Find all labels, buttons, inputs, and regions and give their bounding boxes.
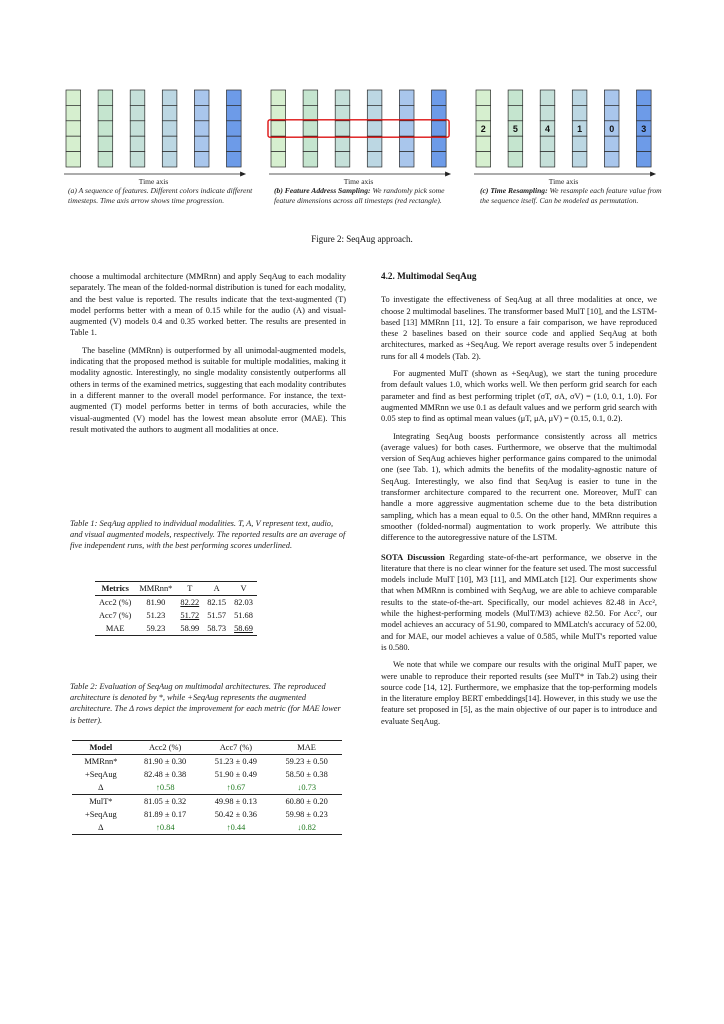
feature-cell xyxy=(271,90,286,105)
feature-cell xyxy=(508,105,523,120)
table-cell: MAE xyxy=(105,624,125,633)
feature-cell xyxy=(399,90,414,105)
feature-cell xyxy=(194,136,209,151)
section-heading: 4.2. Multimodal SeqAug xyxy=(381,271,477,281)
feature-cell xyxy=(227,90,242,105)
table-1-header: V xyxy=(240,584,247,593)
feature-cell xyxy=(367,152,382,167)
feature-cell xyxy=(399,105,414,120)
sota-text: Regarding state-of-the-art performance, we observe in the literature that there is no clear winner for the feature set used. The most successful models include MulT [10], M3 [11], and MMLatch [12]. Our experiments show that when MMRnn is combined with SeqAug, we are able to achieve comparable results to the state-of-the-art. Specifically, our model achieves 82.48 in Acc², while the highest-performing models (MulT/M3) achieve 82.50. For Acc⁷, our model achieves an accuracy of 51.90, compared to MMLatch's accuracy of 52.00, and for MAE, our model achieves a value of 0.585, while MulT's reported value is 0.580. xyxy=(381,552,658,652)
feature-cell xyxy=(98,121,113,136)
table-row xyxy=(95,596,257,610)
table-cell: Acc2 (%) xyxy=(99,598,132,607)
feature-cell xyxy=(162,152,177,167)
feature-cell xyxy=(194,105,209,120)
feature-cell xyxy=(66,105,81,120)
feature-cell xyxy=(637,105,652,120)
time-axis-label: Time axis xyxy=(138,177,169,184)
table-2-header: MAE xyxy=(297,743,316,752)
table-cell: 51.90 ± 0.49 xyxy=(214,770,257,779)
feature-cell xyxy=(604,105,619,120)
table-2-caption: Table 2: Evaluation of SeqAug on multimodal architectures. The reproduced architecture is denoted by *, while +SeqAug represents the augmented architecture. The Δ rows depict the improvement for each metric (for MAE lower is better). xyxy=(70,682,341,725)
table-2-header: Acc2 (%) xyxy=(148,743,182,752)
feature-cell xyxy=(476,90,491,105)
figure-caption: Figure 2: SeqAug approach. xyxy=(311,234,413,244)
resampled-index: 0 xyxy=(609,124,615,134)
feature-cell xyxy=(194,90,209,105)
table-cell: 59.98 ± 0.23 xyxy=(285,810,328,819)
table-2 xyxy=(72,740,342,835)
table-cell: 51.23 ± 0.49 xyxy=(214,757,257,766)
table-cell: 59.23 xyxy=(146,624,166,633)
table-cell: ↓0.73 xyxy=(297,783,317,792)
left-column xyxy=(70,271,346,435)
table-cell: 58.99 xyxy=(180,624,200,633)
feature-cell xyxy=(399,121,414,136)
feature-cell xyxy=(335,136,350,151)
arrow-head-icon xyxy=(240,172,246,177)
resampled-index: 5 xyxy=(512,124,518,134)
table-cell: 82.03 xyxy=(234,598,253,607)
table-1 xyxy=(95,581,257,636)
feature-cell xyxy=(335,152,350,167)
feature-cell xyxy=(66,90,81,105)
feature-cell xyxy=(572,90,587,105)
feature-cell xyxy=(227,152,242,167)
feature-cell xyxy=(335,90,350,105)
table-cell: MMRnn* xyxy=(84,757,118,766)
figure-2-diagram xyxy=(60,84,670,184)
feature-cell xyxy=(540,90,555,105)
table-cell: 82.22 xyxy=(180,598,200,607)
table-cell: 82.48 ± 0.38 xyxy=(143,770,187,779)
sota-label: SOTA Discussion xyxy=(381,552,445,562)
feature-cell xyxy=(367,90,382,105)
feature-cell xyxy=(271,105,286,120)
table-cell: Δ xyxy=(98,783,104,792)
feature-cell xyxy=(130,152,145,167)
arrow-head-icon xyxy=(445,172,451,177)
feature-cell xyxy=(162,136,177,151)
feature-cell xyxy=(98,90,113,105)
feature-cell xyxy=(66,136,81,151)
feature-cell xyxy=(335,121,350,136)
feature-cell xyxy=(367,105,382,120)
feature-cell xyxy=(476,136,491,151)
feature-cell xyxy=(162,105,177,120)
feature-cell xyxy=(604,90,619,105)
feature-cell xyxy=(432,105,447,120)
feature-cell xyxy=(130,136,145,151)
table-2-header-row xyxy=(72,741,342,755)
feature-cell xyxy=(271,152,286,167)
caption-c: (c) Time Resampling: We resample each feature value from the sequence itself. Can be modeled as permutation. xyxy=(480,186,662,205)
feature-cell xyxy=(637,152,652,167)
feature-cell xyxy=(303,136,318,151)
table-cell: 51.68 xyxy=(234,611,253,620)
table-row xyxy=(72,781,342,795)
feature-cell xyxy=(399,152,414,167)
feature-cell xyxy=(540,136,555,151)
feature-cell xyxy=(335,105,350,120)
feature-cell xyxy=(130,90,145,105)
table-cell: 81.89 ± 0.17 xyxy=(143,810,187,819)
table-row xyxy=(72,808,342,821)
right-column xyxy=(381,271,657,727)
feature-cell xyxy=(637,90,652,105)
table-cell: ↓0.82 xyxy=(297,823,317,832)
right-paragraph-2: For augmented MulT (shown as +SeqAug), we start the tuning procedure from default values 1.0, which works well. We then perform grid search for each parameter and find as best performing triplet (σT, σA, σV) = (1.0, 0.1, 1.0). For augmented MMRnn we use 0.1 as default values and we perform grid search with 0.05 step to find as optimal mean values (μT, μA, μV) = (0.15, 0.1, 0.2). xyxy=(381,369,657,424)
table-cell: 59.23 ± 0.50 xyxy=(285,757,328,766)
table-cell: 58.50 ± 0.38 xyxy=(285,770,328,779)
feature-cell xyxy=(399,136,414,151)
table-1-header-row xyxy=(95,582,257,596)
table-cell: ↑0.84 xyxy=(155,823,175,832)
red-selection-rectangle xyxy=(268,120,449,137)
table-cell: 58.73 xyxy=(207,624,227,633)
table-cell: 51.23 xyxy=(146,611,166,620)
table-2-header: Acc7 (%) xyxy=(219,743,253,752)
table-1-caption: Table 1: SeqAug applied to individual modalities. T, A, V represent text, audio, and visual augmented models, respectively. The reported results are an average of five independent runs, with the best performing scores underlined. xyxy=(70,519,346,551)
table-cell: 51.72 xyxy=(180,611,200,620)
table-row xyxy=(72,821,342,835)
resampled-index: 2 xyxy=(480,124,486,134)
feature-cell xyxy=(227,121,242,136)
feature-cell xyxy=(604,136,619,151)
feature-cell xyxy=(572,105,587,120)
caption-a: (a) A sequence of features. Different colors indicate different timesteps. Time axis arrow shows time progression. xyxy=(68,186,253,205)
feature-cell xyxy=(303,90,318,105)
feature-cell xyxy=(303,105,318,120)
table-cell: 60.80 ± 0.20 xyxy=(285,797,328,806)
table-cell: 81.90 ± 0.30 xyxy=(143,757,187,766)
caption-b: (b) Feature Address Sampling: We randomly pick some feature dimensions across all timesteps (red rectangle). xyxy=(274,186,445,205)
feature-cell xyxy=(540,152,555,167)
table-row xyxy=(95,609,257,622)
feature-cell xyxy=(508,152,523,167)
feature-cell xyxy=(227,136,242,151)
right-paragraph-5: We note that while we compare our results with the original MulT paper, we were unable to reproduce their reported results (see MulT* in Tab.2) using their source code [14, 12]. Furthermore, we emphasize that the top-performing models in the literature employ BERT embeddings[14]. However, in this study we use the feature set proposed in [5], as the main objective of our paper is to introduce and evaluate SeqAug. xyxy=(381,660,657,726)
table-cell: 49.98 ± 0.13 xyxy=(214,797,257,806)
feature-cell xyxy=(98,105,113,120)
feature-cell xyxy=(637,136,652,151)
sota-paragraph xyxy=(381,552,657,654)
feature-cell xyxy=(162,90,177,105)
feature-cell xyxy=(476,105,491,120)
feature-cell xyxy=(540,105,555,120)
time-axis-label: Time axis xyxy=(548,177,579,184)
table-row xyxy=(72,795,342,809)
feature-cell xyxy=(476,152,491,167)
table-1-header: MMRnn* xyxy=(139,584,173,593)
table-cell: Acc7 (%) xyxy=(99,611,132,620)
feature-cell xyxy=(604,152,619,167)
table-row xyxy=(95,622,257,636)
table-row xyxy=(72,768,342,781)
feature-cell xyxy=(162,121,177,136)
feature-cell xyxy=(194,152,209,167)
table-cell: 50.42 ± 0.36 xyxy=(214,810,257,819)
table-cell: +SeqAug xyxy=(85,770,117,779)
feature-cell xyxy=(432,121,447,136)
feature-cell xyxy=(227,105,242,120)
table-row xyxy=(72,755,342,769)
feature-cell xyxy=(194,121,209,136)
table-cell: 58.69 xyxy=(234,624,253,633)
table-cell: ↑0.58 xyxy=(155,783,175,792)
feature-cell xyxy=(572,152,587,167)
table-2-header: Model xyxy=(89,743,113,752)
table-cell: 51.57 xyxy=(207,611,227,620)
resampled-index: 1 xyxy=(577,124,583,134)
table-cell: +SeqAug xyxy=(85,810,117,819)
table-cell: 81.90 xyxy=(146,598,166,607)
resampled-index: 3 xyxy=(641,124,647,134)
table-1-header: A xyxy=(213,584,220,593)
table-cell: MulT* xyxy=(89,797,113,806)
feature-cell xyxy=(367,121,382,136)
feature-cell xyxy=(271,121,286,136)
resampled-index: 4 xyxy=(544,124,551,134)
table-1-header: T xyxy=(187,584,193,593)
feature-cell xyxy=(367,136,382,151)
feature-cell xyxy=(303,152,318,167)
feature-cell xyxy=(572,136,587,151)
left-paragraph-1: choose a multimodal architecture (MMRnn) and apply SeqAug to each modality separately. The mean of the folded-normal distribution is tuned for each modality, and the best value is reported. The results indicate that the text-augmented (T) model performs better with a mean of 0.15 while for the audio (A) and visual-augmented (V) models 0.4 and 0.35 worked better. The results are presented in Table 1. xyxy=(70,272,346,338)
table-cell: ↑0.44 xyxy=(226,823,246,832)
feature-cell xyxy=(432,152,447,167)
feature-cell xyxy=(271,136,286,151)
time-axis-label: Time axis xyxy=(343,177,374,184)
feature-cell xyxy=(98,152,113,167)
table-cell: 81.05 ± 0.32 xyxy=(143,797,187,806)
feature-cell xyxy=(508,136,523,151)
table-1-header: Metrics xyxy=(101,584,129,593)
feature-cell xyxy=(66,152,81,167)
arrow-head-icon xyxy=(650,172,656,177)
feature-cell xyxy=(98,136,113,151)
left-paragraph-2: The baseline (MMRnn) is outperformed by all unimodal-augmented models, indicating that the proposed method is suitable for multiple modalities, making it modality agnostic. Interestingly, no single modality consistently outperforms all others in terms of the examined metrics, suggesting that each modality contributes in a different manner to the overall model performance. For instance, the text-augmented (T) model performs better in terms of both accuracies, while the visual-augmented (V) model has the lowest mean absolute error (MAE). This result motivated the authors to augment all modalities at once. xyxy=(70,345,346,434)
right-paragraph-3: Integrating SeqAug boosts performance consistently across all metrics (average values) for both cases. Furthermore, we observe that the multimodal version of SeqAug achieves higher performance gains compared to the unimodal one (see Tab. 1), which admits the benefits of the modality-agnostic nature of SeqAug. Interestingly, we also find that SeqAug is easier to tune in the transformer architecture compared to the recurrent one. Moreover, MulT can handle a more aggressive augmentation scheme due to the beta distribution sampling, which has a mean equal to 0.5. On the other hand, MMRnn requires a smoother (folded-normal) augmentation to work properly. We attribute this difference to the autoregressive nature of the LSTM. xyxy=(381,431,657,543)
table-cell: Δ xyxy=(98,823,104,832)
table-cell: ↑0.67 xyxy=(226,783,246,792)
table-cell: 82.15 xyxy=(207,598,227,607)
feature-cell xyxy=(432,90,447,105)
feature-cell xyxy=(130,105,145,120)
feature-cell xyxy=(508,90,523,105)
feature-cell xyxy=(303,121,318,136)
feature-cell xyxy=(66,121,81,136)
feature-cell xyxy=(130,121,145,136)
feature-cell xyxy=(432,136,447,151)
right-paragraph-1: To investigate the effectiveness of SeqAug at all three modalities at once, we choose 2 multimodal baselines. The transformer based MulT [10], and the LSTM-based [13] MMRnn [11, 12]. To ensure a fair comparison, we have reproduced these 2 baselines based on their source code and applied SeqAug at both architectures, marked as +SeqAug. We report average results over 5 independent runs for all 4 models (Tab. 2). xyxy=(381,295,657,361)
